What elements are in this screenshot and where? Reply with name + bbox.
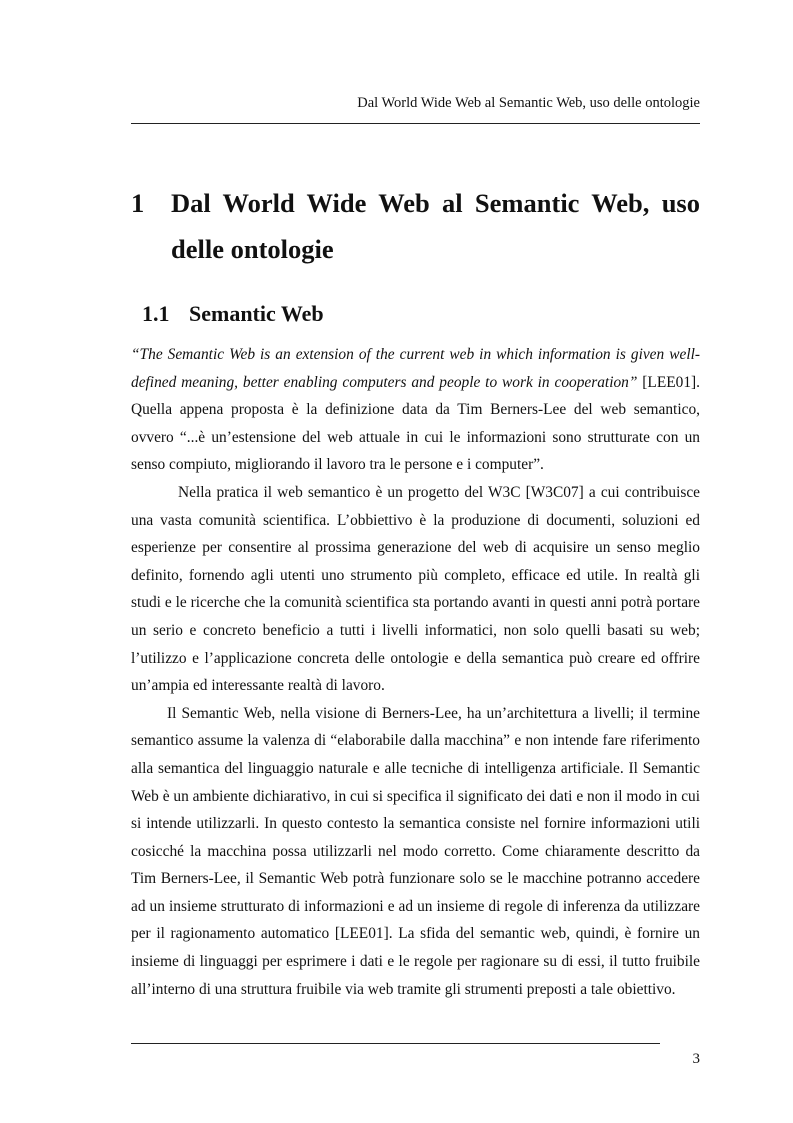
paragraph-practice: Nella pratica il web semantico è un progetto del W3C [W3C07] a cui contribuisce una vasta comunità scientifica. L’obbiettivo è la produzione di documenti, soluzioni ed esperienze per consentire al prossima generazione del web di acquisire un senso meglio definito, fornendo agli utenti uno strumento più completo, efficace ed utile. In realtà gli studi e le ricerche che la comunità scientifica sta portando avanti in questi anni potrà portare un serio e concreto beneficio a tutti i livelli informatici, non solo quelli basati su web; l’utilizzo e l’applicazione concreta delle ontologie e della semantica può creare ed offrire un’ampia ed interessante realtà di lavoro.	[131, 483, 700, 695]
section-number: 1.1	[142, 301, 170, 326]
body-text	[131, 341, 700, 1003]
page-number: 3	[692, 1051, 700, 1067]
paragraph-definition	[131, 341, 700, 479]
paragraph-architecture: Il Semantic Web, nella visione di Berners-Lee, ha un’architettura a livelli; il termine semantico assume la valenza di “elaborabile dalla macchina” e non intende fare riferimento alla semantica del linguaggio naturale e alle tecniche di intelligenza artificiale. Il Semantic Web è un ambiente dichiarativo, in cui si specifica il significato dei dati e non il modo in cui si intende utilizzarli. In questo contesto la semantica consiste nel fornire informazioni utili cosicché la macchina possa utilizzarli nel modo corretto. Come chiaramente descritto da Tim Berners-Lee, il Semantic Web potrà funzionare solo se le macchine potranno accedere ad un insieme strutturato di informazioni e ad un insieme di regole di inferenza da utilizzare per il ragionamento automatico [LEE01]. La sfida del semantic web, quindi, è fornire un insieme di linguaggi per esprimere i dati e le regole per ragionare su di essi, il tutto fruibile all’interno di una struttura fruibile via web tramite gli strumenti preposti a tale obiettivo.	[131, 704, 700, 998]
section-title	[142, 298, 324, 330]
running-header: Dal World Wide Web al Semantic Web, uso delle ontologie	[357, 95, 700, 111]
chapter-title	[131, 180, 700, 272]
footer-rule	[131, 1043, 660, 1044]
section-title-text: Semantic Web	[189, 301, 324, 326]
chapter-title-text: Dal World Wide Web al Semantic Web, uso delle ontologie	[171, 188, 700, 264]
definition-quote: “The Semantic Web is an extension of the current web in which information is given well-defined meaning, better enabling computers and people to work in cooperation”	[131, 346, 700, 391]
chapter-number: 1	[131, 188, 145, 218]
header-rule	[131, 123, 700, 124]
definition-explanation: [LEE01]. Quella appena proposta è la definizione data da Tim Berners-Lee del web semantico, ovvero “...è un’estensione del web attuale in cui le informazioni sono strutturate con un senso compiuto, migliorando il lavoro tra le persone e i computer”.	[131, 373, 700, 474]
